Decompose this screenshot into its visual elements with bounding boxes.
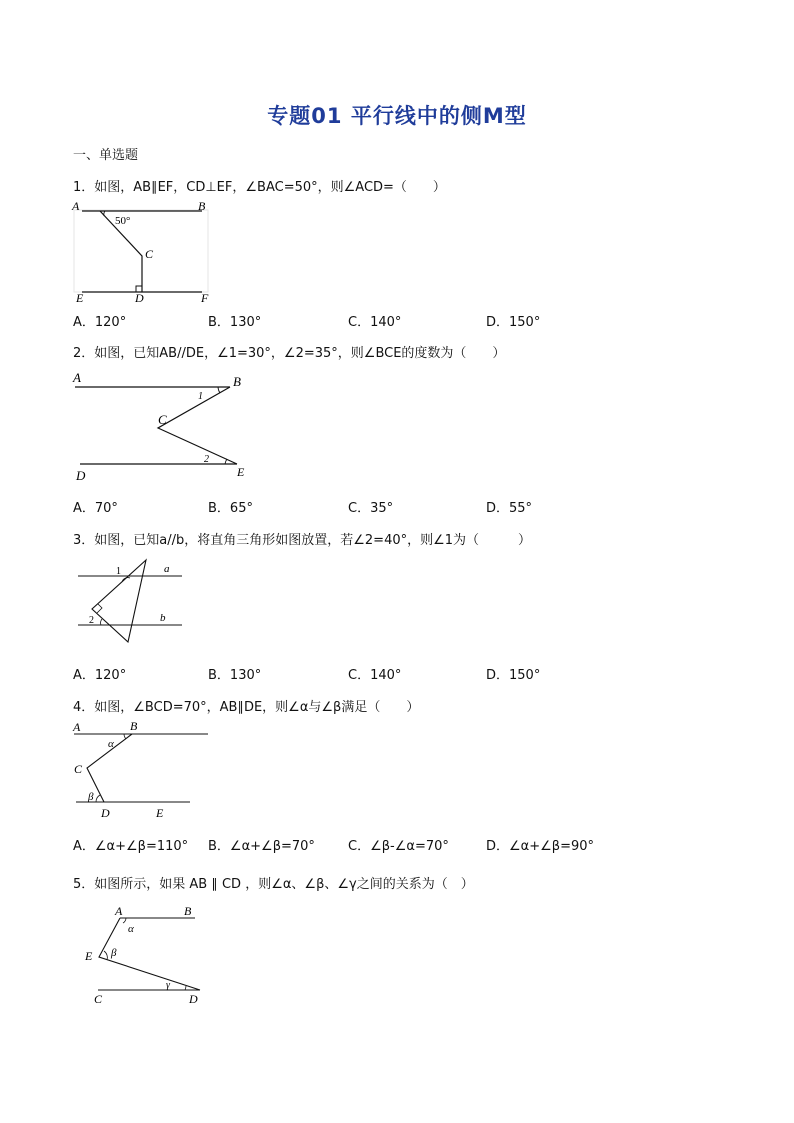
fig4-label-e: E (156, 806, 164, 820)
fig5-angle-alpha: α (128, 923, 134, 935)
fig4-label-a: A (73, 720, 81, 734)
question-2-stem: 2．如图，已知AB//DE，∠1=30°，∠2=35°，则∠BCE的度数为（ ） (73, 346, 506, 361)
fig1-label-d: D (135, 291, 144, 305)
q2-option-c[interactable]: C．35° (348, 501, 394, 516)
q2-option-b[interactable]: B．65° (208, 501, 253, 516)
section-heading: 一、单选题 (73, 148, 139, 163)
q1-option-b[interactable]: B．130° (208, 315, 262, 330)
fig1-label-e: E (76, 291, 84, 305)
question-2-figure (70, 368, 255, 486)
fig2-label-d: D (76, 468, 86, 483)
fig4-angle-beta: β (88, 791, 94, 803)
fig2-angle-2: 2 (204, 454, 209, 465)
fig5-label-e: E (85, 949, 93, 963)
q4-option-c[interactable]: C．∠β-∠α=70° (348, 839, 449, 854)
fig5-label-a: A (115, 904, 123, 918)
fig1-label-c: C (145, 247, 154, 261)
question-1-stem: 1．如图，AB∥EF，CD⊥EF，∠BAC=50°，则∠ACD=（ ） (73, 180, 446, 195)
question-5-figure (80, 900, 210, 1010)
fig3-angle-1: 1 (116, 566, 121, 577)
fig2-label-a: A (73, 370, 81, 385)
q1-option-d[interactable]: D．150° (486, 315, 541, 330)
fig2-label-e: E (237, 465, 245, 479)
question-1-figure (70, 196, 215, 306)
q2-option-d[interactable]: D．55° (486, 501, 533, 516)
q3-option-b[interactable]: B．130° (208, 668, 262, 683)
fig5-angle-beta: β (111, 947, 117, 959)
q3-option-a[interactable]: A．120° (73, 668, 127, 683)
q4-option-d[interactable]: D．∠α+∠β=90° (486, 839, 595, 854)
fig2-label-b: B (233, 374, 241, 389)
q3-option-c[interactable]: C．140° (348, 668, 402, 683)
fig4-label-c: C (74, 762, 83, 776)
q2-option-a[interactable]: A．70° (73, 501, 118, 516)
fig1-label-a: A (72, 199, 80, 213)
fig4-label-d: D (101, 806, 110, 820)
fig3-angle-2: 2 (89, 615, 94, 626)
fig4-angle-alpha: α (108, 738, 114, 750)
fig2-angle-1: 1 (198, 391, 203, 402)
fig5-label-d: D (189, 992, 198, 1006)
fig5-label-b: B (184, 904, 192, 918)
question-3-figure (72, 556, 187, 648)
q4-option-a[interactable]: A．∠α+∠β=110° (73, 839, 189, 854)
fig1-angle-label: 50° (115, 215, 131, 227)
q3-option-d[interactable]: D．150° (486, 668, 541, 683)
fig1-label-f: F (201, 291, 209, 305)
fig5-label-c: C (94, 992, 103, 1006)
question-4-figure (70, 718, 215, 823)
fig2-label-c: C (158, 412, 167, 427)
question-5-stem: 5．如图所示，如果 AB ∥ CD ，则∠α、∠β、∠γ之间的关系为（ ） (73, 877, 474, 892)
page-title: 专题01 平行线中的侧M型 (267, 104, 527, 128)
fig1-label-b: B (198, 199, 206, 213)
q1-option-a[interactable]: A．120° (73, 315, 127, 330)
q4-option-b[interactable]: B．∠α+∠β=70° (208, 839, 315, 854)
q1-option-c[interactable]: C．140° (348, 315, 402, 330)
fig5-angle-gamma: γ (166, 980, 170, 991)
fig3-label-a: a (164, 563, 170, 575)
fig3-label-b: b (160, 612, 166, 624)
question-3-stem: 3．如图，已知a//b，将直角三角形如图放置，若∠2=40°，则∠1为（ ） (73, 533, 532, 548)
fig4-label-b: B (130, 719, 138, 733)
question-4-stem: 4．如图，∠BCD=70°，AB∥DE，则∠α与∠β满足（ ） (73, 700, 420, 715)
